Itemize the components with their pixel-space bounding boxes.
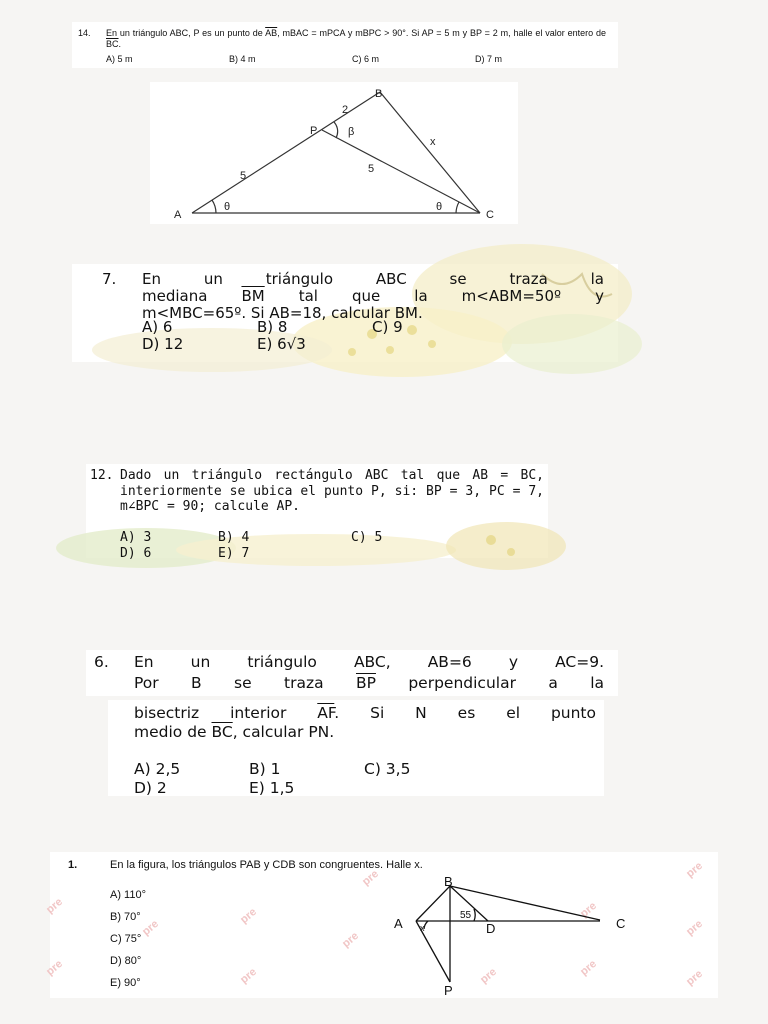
problem-number: 7. bbox=[102, 270, 117, 288]
option-c: C) 5 bbox=[351, 530, 383, 545]
problem-statement-part2: bisectriz interior $\overline{AF}$. Si N es el punto medio de $\overline{BC}$, calcular PN. bbox=[134, 704, 596, 741]
option-d: D) 12 bbox=[142, 335, 184, 353]
watermark-logo: pre bbox=[140, 917, 161, 939]
problem-6-card-bottom bbox=[108, 700, 604, 796]
problem-statement: En un triángulo ABC, P es un punto de $\overline{AB}$, mBAC = mPCA y mBPC > 90°. Si AP = 5 m y BP = 2 m, halle el valor entero de $\overline{BC}$. bbox=[106, 28, 606, 49]
watermark-logo: pre bbox=[360, 867, 381, 889]
option-c: C) 6 m bbox=[352, 54, 379, 64]
option-d: D) 6 bbox=[120, 545, 152, 561]
problem-6-card-top bbox=[86, 650, 618, 696]
side-bc bbox=[380, 92, 480, 213]
problem-statement: Dado un triángulo rectángulo ABC tal que AB = BC, interiormente se ubica el punto P, si: BP = 3, PC = 7, m∠BPC = 90; calcule AP. bbox=[120, 468, 544, 514]
option-b: B) 4 bbox=[218, 530, 250, 545]
segment-bc bbox=[450, 886, 600, 920]
option-a: A) 6 bbox=[142, 318, 173, 336]
problem-statement: En un triángulo ABC se traza la mediana $\overline{BM}$ tal que la m<ABM=50º y m<MBC=65º. Si AB=18, calcular BM. bbox=[142, 270, 604, 322]
label-angle-55: 55 bbox=[460, 910, 472, 921]
option-c: C) 75° bbox=[110, 933, 142, 945]
label-a: A bbox=[394, 916, 403, 931]
option-a: A) 110° bbox=[110, 889, 146, 901]
watermark-logo: pre bbox=[478, 965, 499, 987]
problem-1-card bbox=[44, 852, 718, 998]
answer-options bbox=[134, 760, 574, 798]
label-theta-a: θ bbox=[224, 201, 231, 213]
answer-options bbox=[106, 54, 606, 65]
answer-options bbox=[142, 319, 562, 353]
label-p: P bbox=[310, 125, 318, 137]
label-b: B bbox=[375, 88, 383, 100]
watermark-logo: pre bbox=[578, 899, 599, 921]
label-x: x bbox=[420, 923, 425, 933]
watermark-logo: pre bbox=[684, 917, 705, 939]
watermark-logo: pre bbox=[340, 929, 361, 951]
angle-arc-x bbox=[424, 921, 428, 929]
option-a: A) 3 bbox=[120, 530, 152, 545]
option-e: E) 1,5 bbox=[249, 779, 295, 797]
watermark-logo: pre bbox=[684, 967, 705, 989]
option-e: E) 6√3 bbox=[257, 335, 306, 353]
label-d: D bbox=[486, 921, 496, 936]
problem-statement-part1: En un triángulo ABC, AB=6 y AC=9. Por B se traza $\overline{BP}$ perpendicular a la bbox=[134, 653, 605, 692]
triangle-figure-14 bbox=[150, 82, 518, 224]
watermark-logo: pre bbox=[238, 905, 259, 927]
triangle-diagram bbox=[150, 82, 518, 224]
option-b: B) 70° bbox=[110, 911, 141, 923]
option-c: C) 3,5 bbox=[364, 760, 411, 778]
label-c: C bbox=[486, 209, 494, 221]
angle-arc-p bbox=[334, 122, 338, 138]
label-b: B bbox=[444, 874, 453, 889]
option-e: E) 90° bbox=[110, 977, 141, 989]
label-c: C bbox=[616, 916, 626, 931]
watermark-logo: pre bbox=[238, 965, 259, 987]
problem-statement: En la figura, los triángulos PAB y CDB son congruentes. Halle x. bbox=[110, 859, 423, 871]
label-theta-c: θ bbox=[436, 201, 443, 213]
problem-12-card bbox=[86, 464, 548, 561]
angle-arc-c bbox=[456, 202, 459, 213]
segment-pc bbox=[322, 130, 480, 213]
option-d: D) 80° bbox=[110, 955, 142, 967]
triangles-figure bbox=[370, 852, 670, 998]
option-e: E) 7 bbox=[218, 545, 250, 561]
label-pc: 5 bbox=[368, 163, 375, 175]
answer-options bbox=[120, 530, 544, 561]
angle-arc-a bbox=[212, 200, 216, 213]
option-b: B) 8 bbox=[257, 318, 288, 336]
angle-arc-55 bbox=[474, 909, 475, 921]
watermark-logo: pre bbox=[684, 859, 705, 881]
problem-7-card bbox=[72, 264, 618, 362]
option-d: D) 2 bbox=[134, 779, 167, 797]
watermark-logo: pre bbox=[44, 895, 65, 917]
option-a: A) 2,5 bbox=[134, 760, 181, 778]
watermark-logo: pre bbox=[44, 957, 65, 979]
segment-ab bbox=[416, 886, 450, 921]
label-bp: 2 bbox=[342, 104, 349, 116]
option-d: D) 7 m bbox=[475, 54, 502, 64]
problem-number: 1. bbox=[68, 859, 78, 871]
label-p: P bbox=[444, 983, 453, 998]
label-ap: 5 bbox=[240, 170, 247, 182]
option-b: B) 4 m bbox=[229, 54, 256, 64]
option-b: B) 1 bbox=[249, 760, 281, 778]
label-x: x bbox=[430, 136, 436, 148]
label-beta: β bbox=[348, 126, 355, 138]
watermark-logo: pre bbox=[578, 957, 599, 979]
problem-number: 12. bbox=[90, 468, 114, 483]
option-a: A) 5 m bbox=[106, 54, 133, 64]
option-c: C) 9 bbox=[372, 318, 403, 336]
problem-number: 6. bbox=[94, 653, 109, 671]
label-a: A bbox=[174, 209, 182, 221]
problem-14-card bbox=[72, 22, 618, 68]
problem-number: 14. bbox=[78, 28, 91, 38]
side-ab bbox=[192, 92, 380, 213]
